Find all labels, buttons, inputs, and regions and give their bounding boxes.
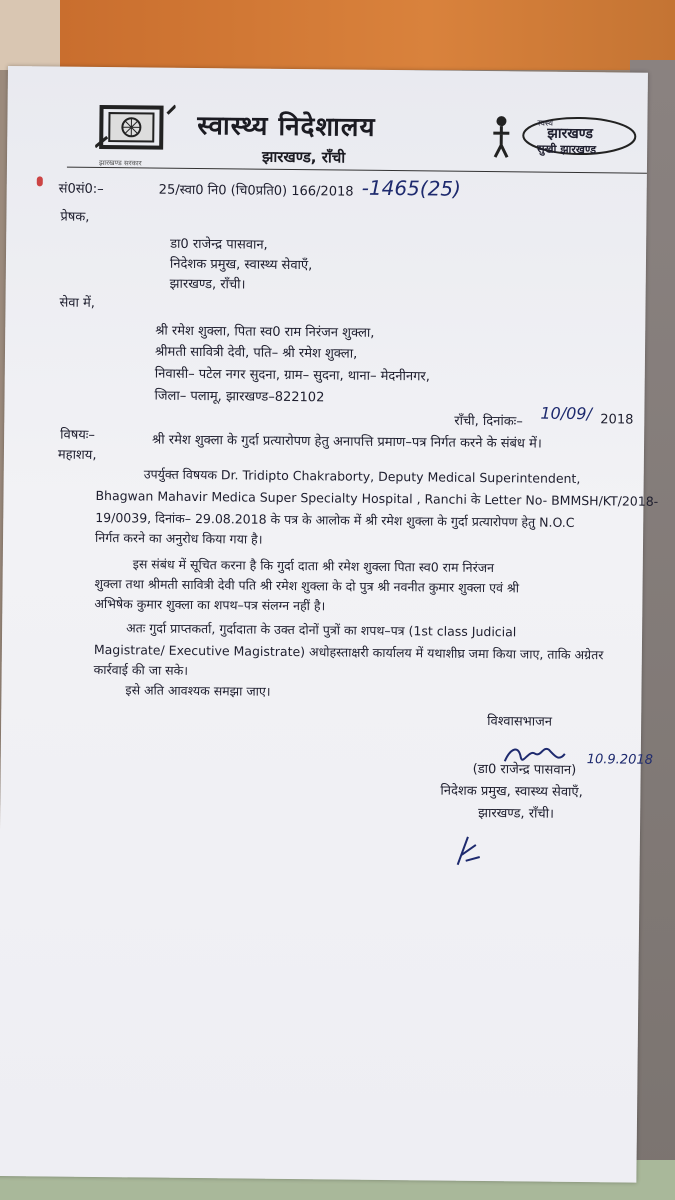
sender-line-1: डा0 राजेन्द्र पासवान,: [170, 236, 268, 253]
emblem-caption: झारखण्ड सरकार: [98, 158, 142, 168]
subject-label: विषयः–: [60, 427, 95, 443]
para1-line-4: निर्गत करने का अनुरोध किया गया है।: [94, 529, 263, 547]
para3-line-1: अतः गुर्दा प्राप्तकर्ता, गुर्दादाता के उक्त दोनों पुत्रों का शपथ–पत्र (1st class Judicial: [126, 620, 517, 640]
para1-line-1: उपर्युक्त विषयक Dr. Tridipto Chakraborty, Deputy Medical Superintendent,: [143, 466, 581, 487]
recipient-label: सेवा में,: [59, 295, 96, 311]
date-handwritten: 10/09/: [540, 403, 592, 424]
page-subtitle: झारखण्ड, राँची: [261, 147, 346, 167]
recipient-line-2: श्रीमती सावित्री देवी, पति– श्री रमेश शुक्ला,: [154, 344, 358, 362]
recipient-line-4: जिला– पलामू, झारखण्ड–822102: [154, 388, 325, 406]
para1-line-3: 19/0039, दिनांक– 29.08.2018 के पत्र के आलोक में श्री रमेश शुक्ला के गुर्दा प्रत्यारोपण हेतु N.O.C: [95, 509, 575, 530]
salutation: महाशय,: [57, 447, 97, 463]
initial-mark: [450, 831, 490, 871]
background-top: [0, 0, 675, 70]
pin-mark: [37, 176, 43, 186]
page-title: स्वास्थ्य निदेशालय: [197, 110, 376, 143]
right-logo-text-3: सुखी झारखण्ड: [537, 142, 597, 157]
para4: इसे अति आवश्यक समझा जाए।: [125, 682, 271, 699]
closing-yours: विश्वासभाजन: [487, 714, 553, 730]
ref-number: 25/स्वा0 नि0 (चि0प्रति0) 166/2018: [158, 182, 354, 200]
recipient-line-1: श्री रमेश शुक्ला, पिता स्व0 राम निरंजन शुक्ला,: [155, 323, 375, 341]
background-orange-surface: [60, 0, 675, 70]
para2-line-3: अभिषेक कुमार शुक्ला का शपथ–पत्र संलग्न नहीं है।: [94, 595, 326, 614]
date-year: 2018: [600, 412, 634, 428]
closing-name: (डा0 राजेन्द्र पासवान): [472, 761, 577, 778]
closing-designation: निदेशक प्रमुख, स्वास्थ्य सेवाएँ,: [440, 783, 583, 801]
closing-place: झारखण्ड, राँची।: [478, 805, 555, 822]
letter-page: [0, 66, 659, 1183]
sender-line-3: झारखण्ड, राँची।: [169, 276, 246, 293]
para3-line-3: कार्रवाई की जा सके।: [93, 661, 189, 678]
para3-line-2: Magistrate/ Executive Magistrate) अधोहस्ताक्षरी कार्यालय में यथाशीघ्र जमा किया जाए, ताकि अग्रेतर: [93, 641, 604, 663]
ref-label: सं0सं0:–: [58, 181, 104, 198]
signature-date: 10.9.2018: [586, 752, 654, 768]
right-logo-text-2: झारखण्ड: [547, 125, 593, 143]
sender-label: प्रेषक,: [60, 209, 90, 225]
para2-line-1: इस संबंध में सूचित करना है कि गुर्दा दाता श्री रमेश शुक्ला पिता स्व0 राम निरंजन: [132, 556, 495, 576]
date-prefix: राँची, दिनांकः–: [454, 413, 523, 430]
jharkhand-emblem-icon: [95, 103, 176, 160]
right-logo-text-1: स्वस्थ: [537, 118, 554, 128]
sender-line-2: निदेशक प्रमुख, स्वास्थ्य सेवाएँ,: [169, 256, 313, 274]
header-divider: [67, 167, 647, 174]
ref-handwritten: -1465(25): [361, 175, 462, 201]
background-wall: [0, 0, 60, 70]
subject-text: श्री रमेश शुक्ला के गुर्दा प्रत्यारोपण हेतु अनापत्ति प्रमाण–पत्र निर्गत करने के संबंध में।: [152, 432, 542, 452]
para2-line-2: शुक्ला तथा श्रीमती सावित्री देवी पति श्री रमेश शुक्ला के दो पुत्र श्री नवनीत कुमार शुक्ला एवं श्री: [94, 575, 520, 596]
para1-line-2: Bhagwan Mahavir Medica Super Specialty Hospital , Ranchi के Letter No- BMMSH/KT/2018-: [95, 487, 659, 509]
recipient-line-3: निवासी– पटेल नगर सुदना, ग्राम– सुदना, थाना– मेदनीनगर,: [154, 366, 431, 385]
